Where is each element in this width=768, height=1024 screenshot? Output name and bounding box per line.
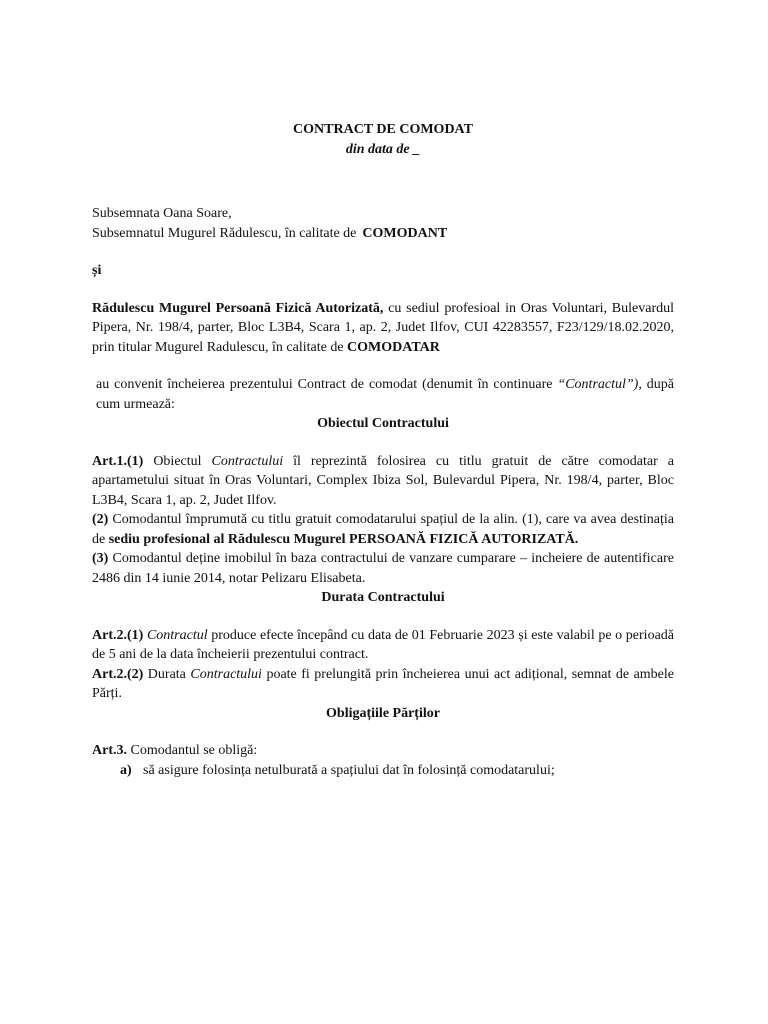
agreement-text-end: , după cum urmează: <box>96 377 674 412</box>
article-1-text-1: Obiectul <box>143 453 212 469</box>
list-item-label: a) <box>120 762 132 778</box>
article-3-text: Comodantul se obligă: <box>127 743 258 758</box>
article-3-paragraph <box>92 741 674 761</box>
agreement-text-italic: “Contractul”) <box>557 377 639 392</box>
article-1-text-2: îl reprezintă folosirea cu titlu gratuit de către comodatar a apartametului situat în Oras Voluntari, Complex Ibiza Sol, Bulevardul Pipera, Nr. 198/4, parter, Bloc L3B4, Scara 1, ap. 2, Judet Ilfov. <box>92 453 674 508</box>
section-heading-object: Obiectul Contractului <box>317 416 449 431</box>
section-heading-duration: Durata Contractului <box>321 590 445 605</box>
article-2-1-italic: Contractul <box>146 627 208 643</box>
document-title: CONTRACT DE COMODAT <box>293 122 473 137</box>
party-line-1: Subsemnata Oana Soare, <box>92 206 232 221</box>
article-2-paragraph-2 <box>92 665 674 704</box>
article-1-3-text: Comodantul deține imobilul în baza contractului de vanzare cumparare – incheiere de autentificare 2486 din 14 iunie 2014, notar Pelizaru Elisabeta. <box>92 551 674 586</box>
article-2-2-label: Art.2.(2) <box>92 666 144 682</box>
document-subtitle: din data de _ <box>345 141 421 157</box>
conjunction: și <box>92 263 102 278</box>
role-comodatar: COMODATAR <box>347 339 440 355</box>
agreement-paragraph <box>92 375 674 414</box>
party-2-name: Rădulescu Mugurel Persoană Fizică Autorizată, <box>92 300 384 316</box>
article-1-paragraph-1 <box>92 452 674 511</box>
article-2-paragraph-1 <box>92 626 674 665</box>
article-2-1-text: produce efecte începând cu data de 01 Februarie 2023 și este valabil pe o perioadă de 5 ani de la data încheierii prezentului contract. <box>92 627 674 662</box>
party-2-paragraph <box>92 299 674 358</box>
article-1-2-bold: sediu profesional al Rădulescu Mugurel PERSOANĂ FIZICĂ AUTORIZATĂ. <box>108 531 579 547</box>
article-2-2-text-1: Durata <box>143 666 191 682</box>
article-1-2-text: Comodantul împrumută cu titlu gratuit comodatarului spațiul de la alin. (1), care va avea destinația de <box>92 512 674 547</box>
article-2-1-label: Art.2.(1) <box>92 627 144 643</box>
article-1-italic: Contractului <box>211 453 284 469</box>
party-line-2 <box>92 224 674 244</box>
article-1-paragraph-3 <box>92 549 674 588</box>
article-1-paragraph-2 <box>92 510 674 549</box>
article-1-label: Art.1.(1) <box>92 453 144 469</box>
party-2-details: cu sediul profesioal in Oras Voluntari, Bulevardul Pipera, Nr. 198/4, parter, Bloc L3B4, Scara 1, ap. 2, Judet Ilfov, CUI 42283557, F23/129/18.02.2020, prin titular Mugurel Radulescu, în calitate de <box>92 300 675 355</box>
article-2-2-italic: Contractului <box>190 666 262 682</box>
list-item-text: să asigure folosința netulburată a spațiului dat în folosință comodatarului; <box>143 762 555 778</box>
agreement-text-start: au convenit încheierea prezentului Contract de comodat (denumit în continuare <box>96 377 558 392</box>
list-item <box>92 761 674 781</box>
article-1-2-label: (2) <box>92 512 109 527</box>
role-comodant: COMODANT <box>362 225 448 241</box>
article-1-3-label: (3) <box>92 551 109 566</box>
article-3-label: Art.3. <box>92 743 127 758</box>
article-2-2-text-2: poate fi prelungită prin încheierea unui act adițional, semnat de ambele Părți. <box>92 666 674 701</box>
section-heading-obligations: Obligațiile Părților <box>326 705 440 721</box>
party-line-2-text: Subsemnatul Mugurel Rădulescu, în calitate de <box>92 225 357 241</box>
